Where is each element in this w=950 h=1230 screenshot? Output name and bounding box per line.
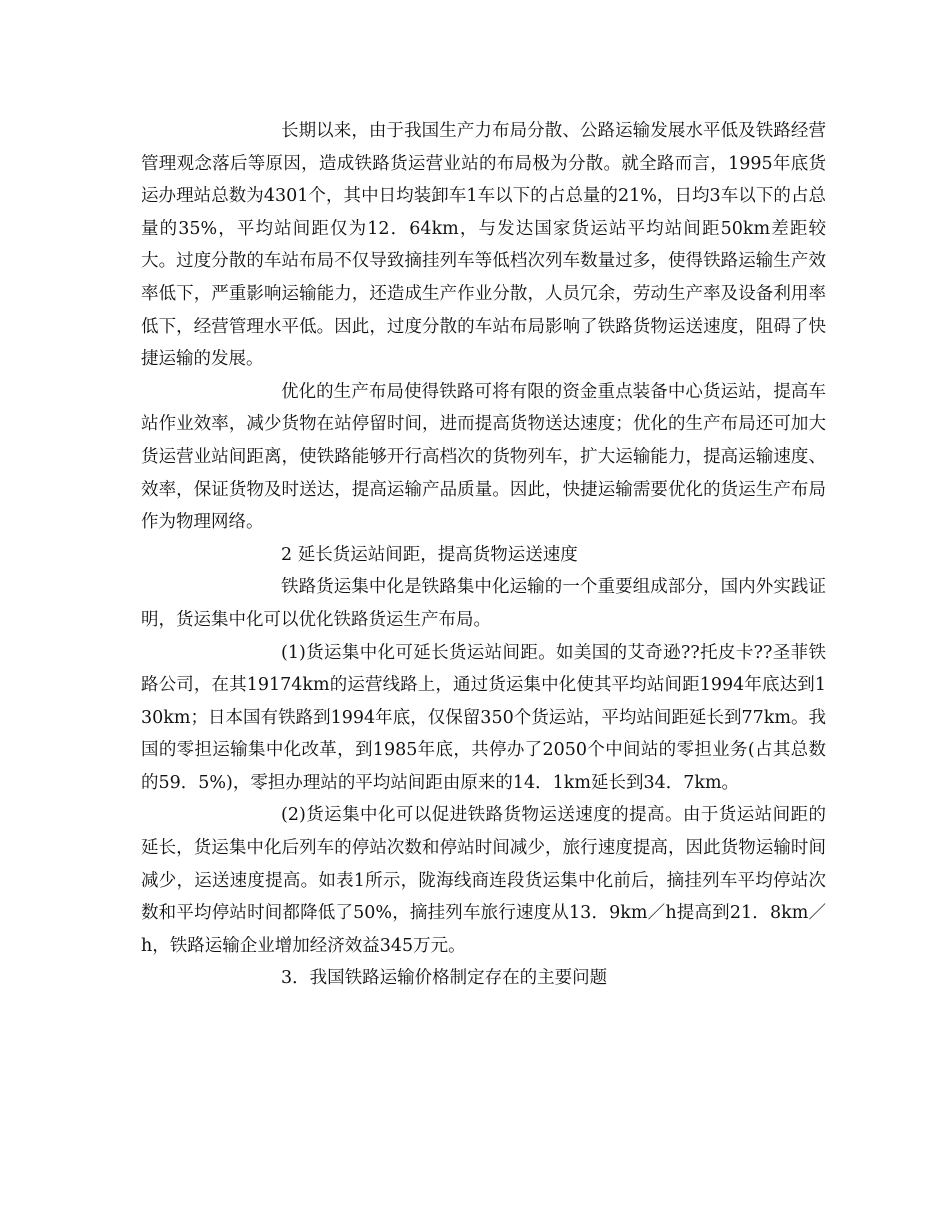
section-heading-2: 2 延长货运站间距，提高货物运送速度	[281, 544, 578, 565]
paragraph-speed-increase: (2)货运集中化可以促进铁路货物运送速度的提高。由于货运站间距的延长，货运集中化后列车的停站次数和停站时间减少，旅行速度提高，因此货物运输时间减少，运送速度提高。如表1所示，陇海线商连段货运集中化前后，摘挂列车平均停站次数和平均停站时间都降低了50%，摘挂列车旅行速度从13．9km／h提高到21．8km／h，铁路运输企业增加经济效益345万元。	[141, 805, 826, 956]
paragraph-freight-concentration: 铁路货运集中化是铁路集中化运输的一个重要组成部分，国内外实践证明，货运集中化可以优化铁路货运生产布局。	[141, 577, 826, 630]
paragraph-station-layout: 长期以来，由于我国生产力布局分散、公路运输发展水平低及铁路经营管理观念落后等原因，造成铁路货运营业站的布局极为分散。就全路而言，1995年底货运办理站总数为4301个，其中日均装卸车1车以下的占总量的21%，日均3车以下的占总量的35%，平均站间距仅为12．64km，与发达国家货运站平均站间距50km差距较大。过度分散的车站布局不仅导致摘挂列车等低档次列车数量过多，使得铁路运输生产效率低下，严重影响运输能力，还造成生产作业分散，人员冗余，劳动生产率及设备利用率低下，经营管理水平低。因此，过度分散的车站布局影响了铁路货物运送速度，阻碍了快捷运输的发展。	[141, 121, 826, 370]
paragraph-optimized-layout: 优化的生产布局使得铁路可将有限的资金重点装备中心货运站，提高车站作业效率，减少货物在站停留时间，进而提高货物送达速度；优化的生产布局还可加大货运营业站间距离，使铁路能够开行高档次的货物列车，扩大运输能力，提高运输速度、效率，保证货物及时送达，提高运输产品质量。因此，快捷运输需要优化的货运生产布局作为物理网络。	[141, 381, 826, 533]
section-heading-3: 3．我国铁路运输价格制定存在的主要问题	[281, 968, 608, 989]
document-body	[141, 115, 826, 995]
paragraph-station-spacing: (1)货运集中化可延长货运站间距。如美国的艾奇逊??托皮卡??圣菲铁路公司，在其19174km的运营线路上，通过货运集中化使其平均站间距1994年底达到130km；日本国有铁路到1994年底，仅保留350个货运站，平均站间距延长到77km。我国的零担运输集中化改革，到1985年底，共停办了2050个中间站的零担业务(占其总数的59．5%)，零担办理站的平均站间距由原来的14．1km延长到34．7km。	[141, 642, 826, 793]
